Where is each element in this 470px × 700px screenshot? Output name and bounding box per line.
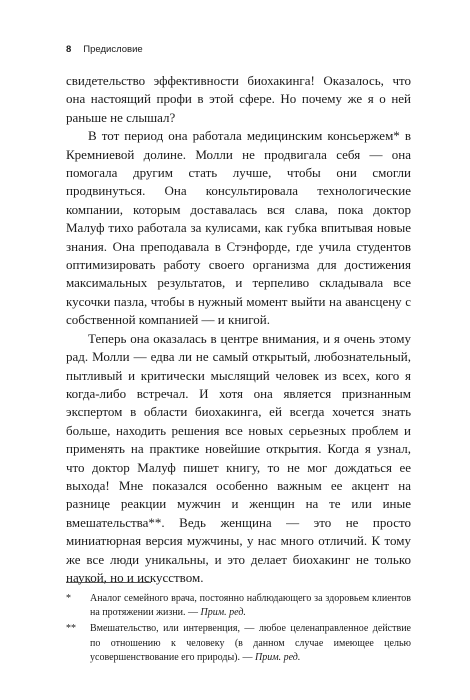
footnote-divider xyxy=(66,582,151,583)
paragraph: В тот период она работала медицинским консьержем* в Кремниевой долине. Молли не продвигала себя — она помогала другим стать лучше, чтобы они смогли продвинуться. Она консультировала технологические компании, которым доставалась вся слава, пока доктор Малуф тихо работала за кулисами, как губка впитывая новые знания. Она преподавала в Стэнфорде, где учила студентов оптимизировать работу своего организма для достижения максимальных результатов, и терпеливо складывала все кусочки пазла, чтобы в нужный момент выйти на авансцену с собственной компанией — и книгой. xyxy=(66,128,411,328)
main-text xyxy=(66,72,411,587)
section-title: Предисловие xyxy=(83,44,143,55)
footnote xyxy=(66,592,411,620)
footnote-mark: * xyxy=(66,593,71,604)
footnote-text: Вмешательство, или интервенция, — любое целенаправленное действие по отношению к человеку (в данном случае имеющее целью усовершенствование его природы). — xyxy=(90,623,411,663)
footnote-mark: ** xyxy=(66,623,76,635)
paragraph: Теперь она оказалась в центре внимания, и я очень этому рад. Молли — едва ли не самый открытый, любознательный, пытливый и критически мыслящий человек из всех, кого я когда-либо встречал. И хотя она является признанным экспертом в области биохакинга, ей всегда хочется знать больше, находить решения все новых серьезных проблем и применять на практике новейшие открытия. Когда я узнал, что доктор Малуф пишет книгу, то не мог дождаться ее выхода! Мне показался особенно важным ее акцент на разнице реакции мужчин и женщин на те или иные вмешательства**. Ведь женщина — это не просто миниатюрная версия мужчины, у нас много отличий. К тому же все люди уникальны, и это делает биохакинг не только наукой, но и искусством. xyxy=(66,330,411,585)
footnote-source: Прим. ред. xyxy=(255,651,301,663)
footnote-text: Аналог семейного врача, постоянно наблюдающего за здоровьем клиентов на протяжении жизни. — xyxy=(90,593,411,619)
footnote xyxy=(66,622,411,665)
footnote-source: Прим. ред. xyxy=(200,607,246,619)
paragraph-continued: свидетельство эффективности биохакинга! Оказалось, что она настоящий профи в этой сфере. Но почему же я о ней раньше не слышал? xyxy=(66,73,411,125)
footnotes xyxy=(66,592,411,667)
running-header xyxy=(66,44,143,55)
page-number: 8 xyxy=(66,44,72,55)
